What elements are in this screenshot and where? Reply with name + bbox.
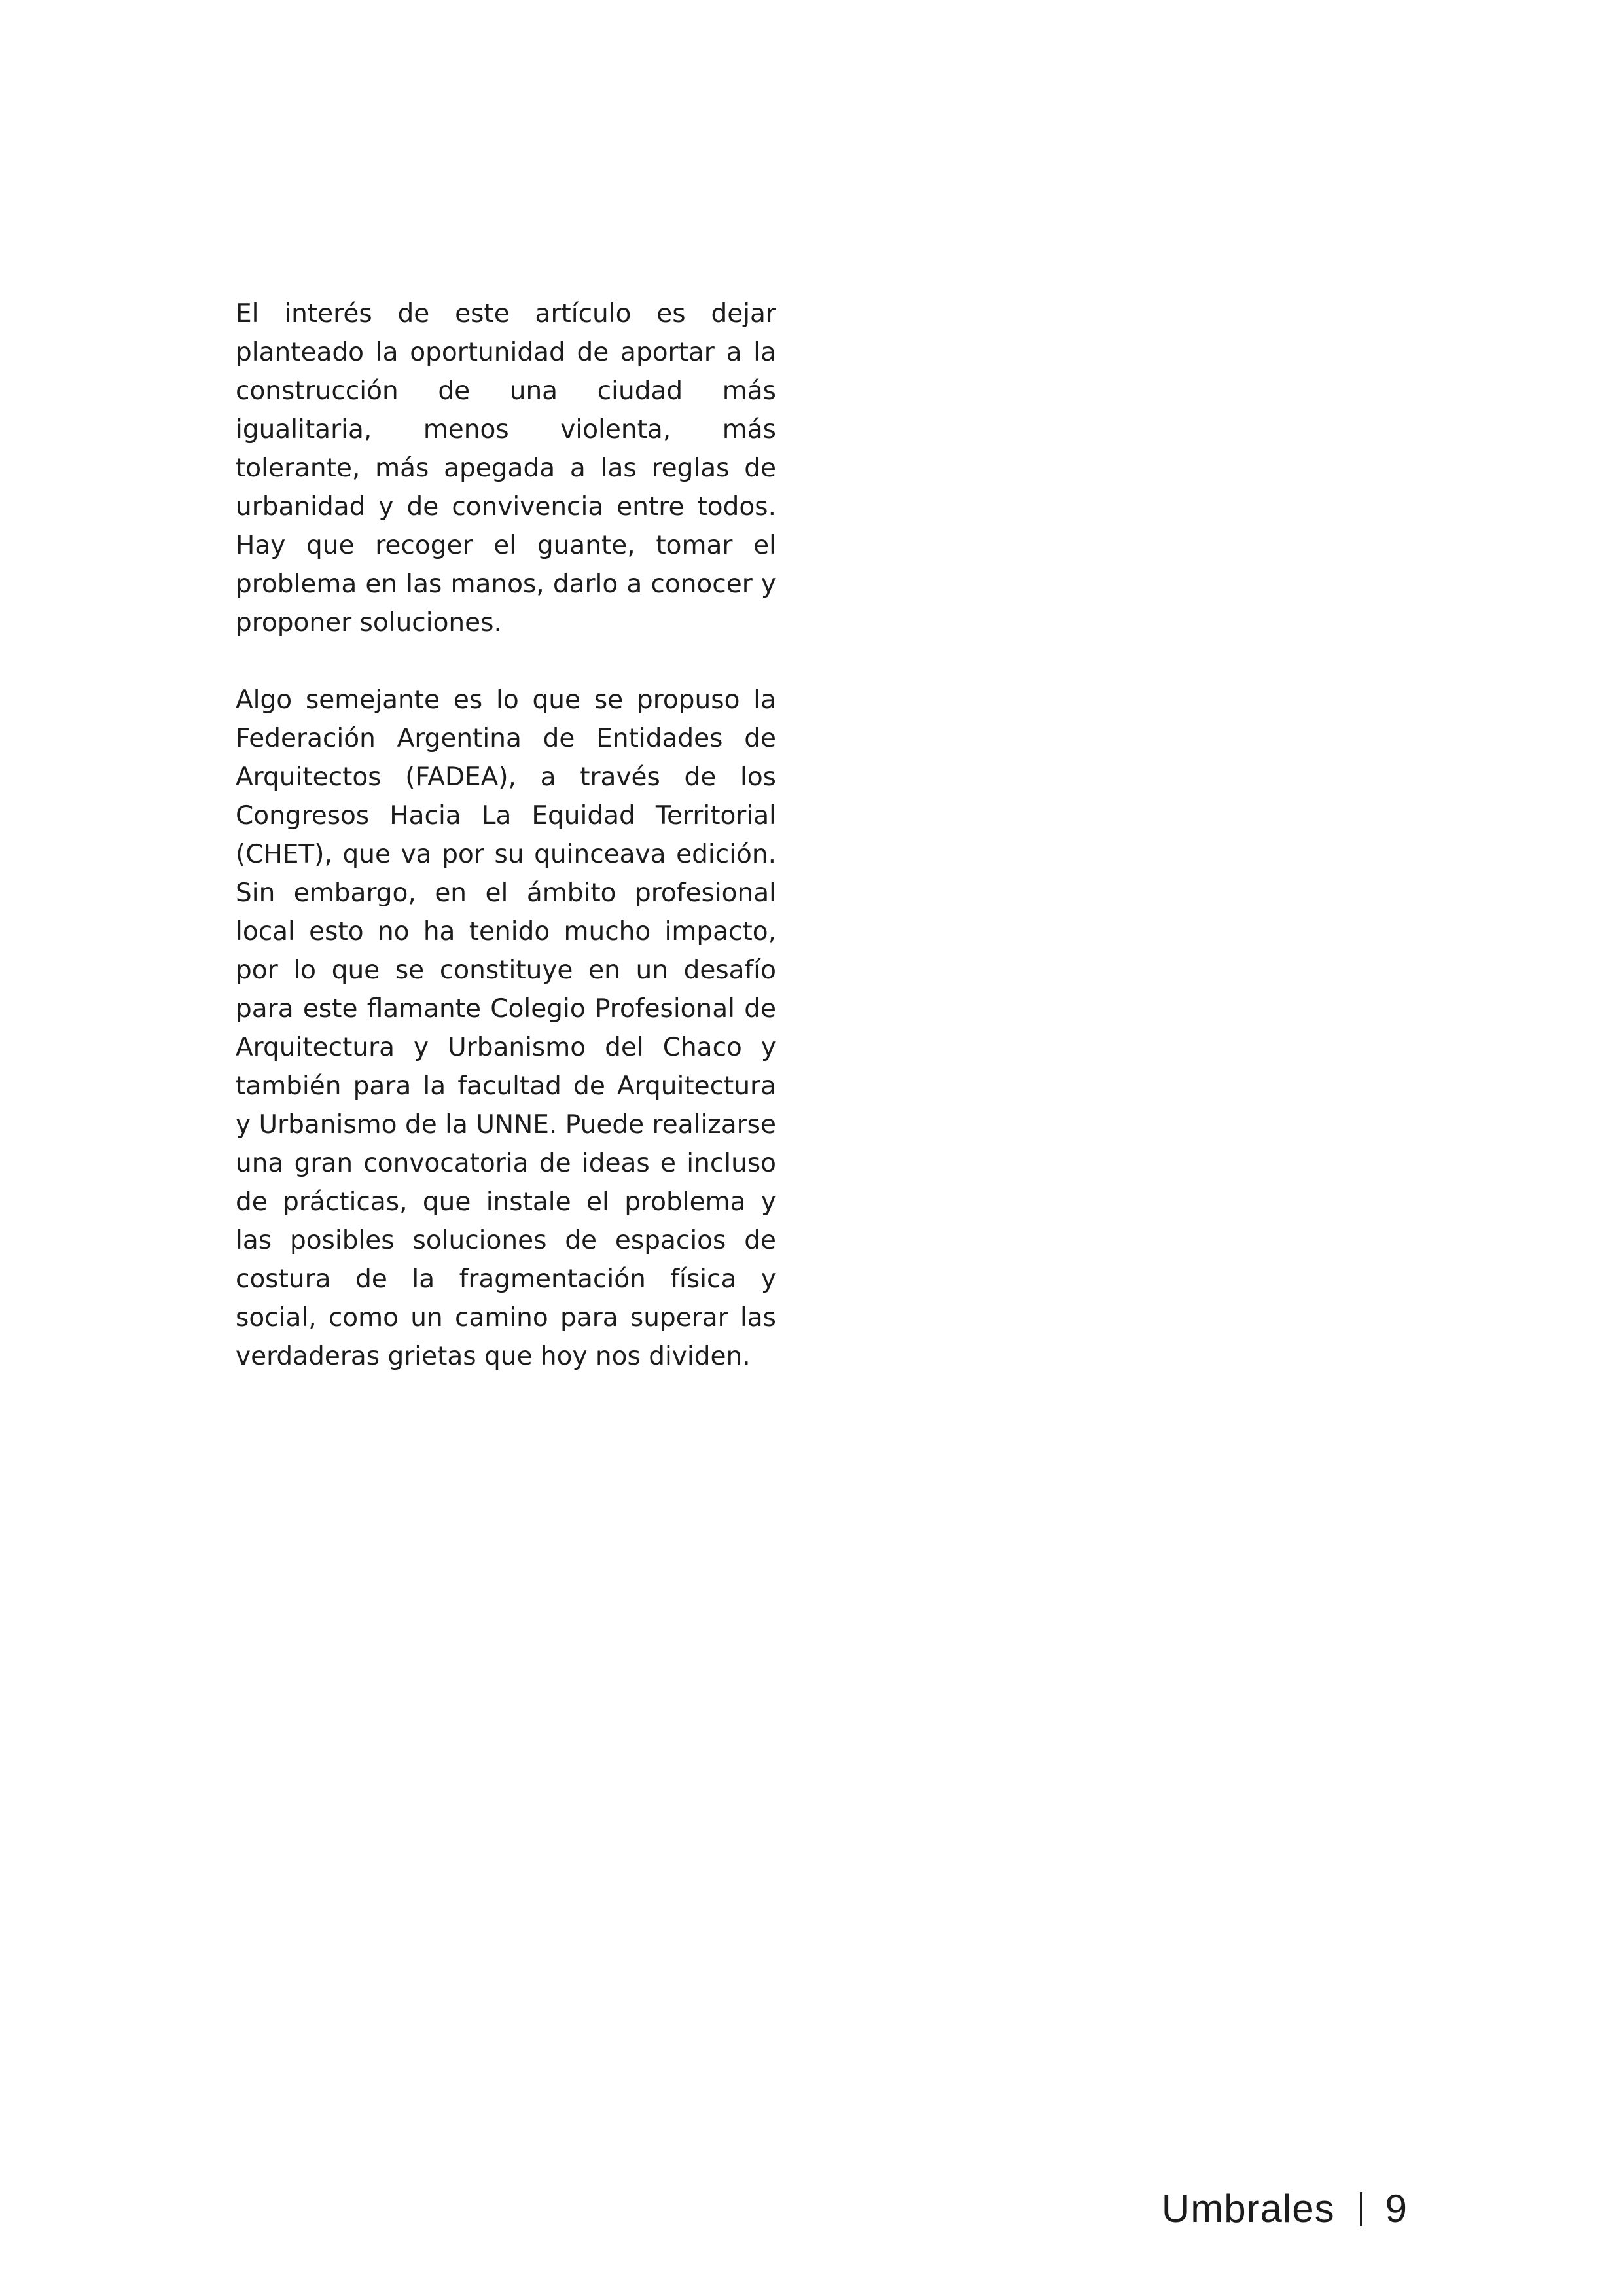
page-footer xyxy=(1162,2186,1407,2231)
page-number: 9 xyxy=(1385,2187,1407,2231)
article-column xyxy=(236,295,776,1376)
footer-separator xyxy=(1360,2192,1362,2226)
article-paragraph-2: Algo semejante es lo que se propuso la Federación Argentina de Entidades de Arquitectos (FADEA), a través de los Congresos Hacia La Equidad Territorial (CHET), que va por su quinceava edición. Sin embargo, en el ámbito profesional local esto no ha tenido mucho impacto, por lo que se constituye en un desafío para este flamante Colegio Profesional de Arquitectura y Urbanismo del Chaco y también para la facultad de Arquitectura y Urbanismo de la UNNE. Puede realizarse una gran convocatoria de ideas e incluso de prácticas, que instale el problema y las posibles soluciones de espacios de costura de la fragmentación física y social, como un camino para superar las verdaderas grietas que hoy nos dividen. xyxy=(236,685,776,1371)
article-paragraph-1: El interés de este artículo es dejar planteado la oportunidad de aportar a la construcción de una ciudad más igualitaria, menos violenta, más tolerante, más apegada a las reglas de urbanidad y de convivencia entre todos. Hay que recoger el guante, tomar el problema en las manos, darlo a conocer y proponer soluciones. xyxy=(236,299,776,637)
publication-title: Umbrales xyxy=(1161,2187,1335,2231)
